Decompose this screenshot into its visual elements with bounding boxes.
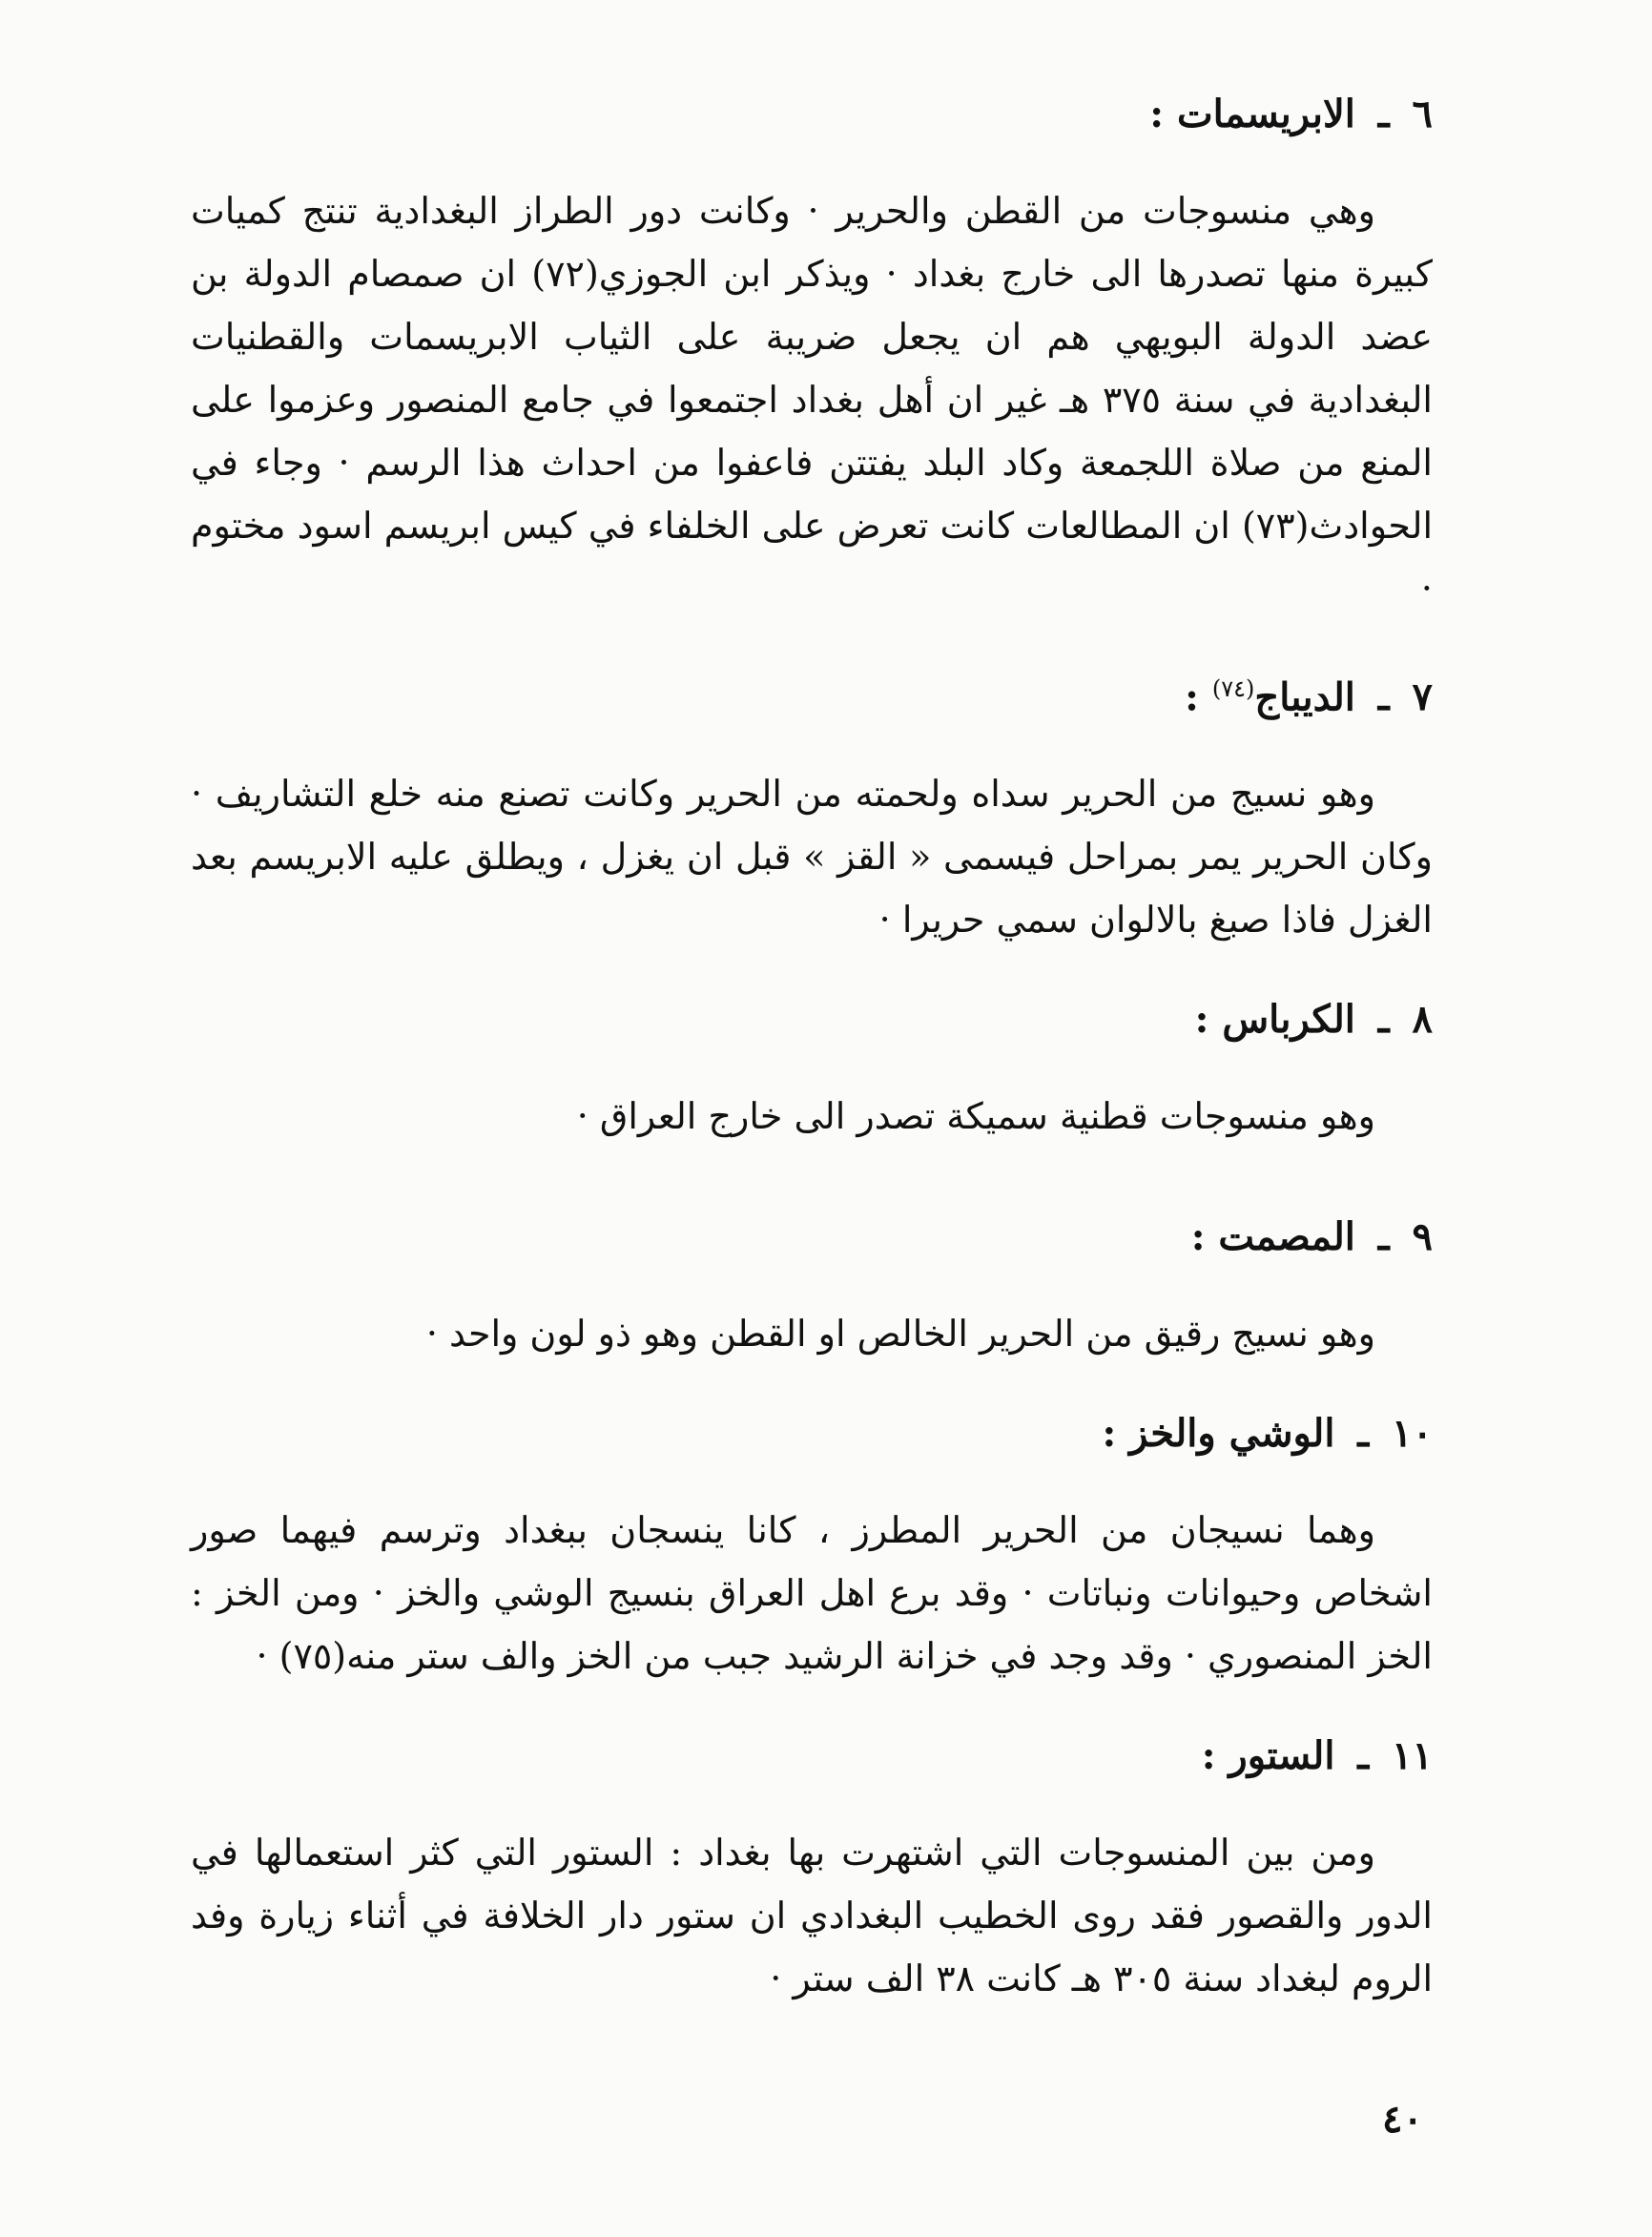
- section-title: الوشي والخز: [1129, 1411, 1335, 1457]
- section-paragraph: وهي منسوجات من القطن والحرير · وكانت دور الطراز البغدادية تنتج كميات كبيرة منها تصدرها الى خارج بغداد · ويذكر ابن الجوزي(٧٢) ان صمصام الدولة بن عضد الدولة البويهي هم ان يجعل ضريبة على الثياب الابريسمات والقطنيات البغدادية في سنة ٣٧٥ هـ غير ان أهل بغداد اجتمعوا في جامع المنصور وعزموا على المنع من صلاة اللجمعة وكاد البلد يفتتن فاعفوا من احداث هذا الرسم · وجاء في الحوادث(٧٣) ان المطالعات كانت تعرض على الخلفاء في كيس ابريسم اسود مختوم ·: [191, 190, 1433, 610]
- section-heading: [191, 662, 1433, 724]
- colon: :: [1190, 1214, 1206, 1260]
- section-paragraph: وهو نسيج رقيق من الحرير الخالص او القطن وهو ذو لون واحد ·: [425, 1313, 1375, 1356]
- separator: ـ: [1357, 1733, 1370, 1779]
- colon: :: [1194, 997, 1209, 1043]
- section-paragraph: وهو نسيج من الحرير سداه ولحمته من الحرير وكانت تصنع منه خلع التشاريف · وكان الحرير يمر بمراحل فيسمى « القز » قبل ان يغزل ، ويطلق عليه الابريسم بعد الغزل فاذا صبغ بالالوان سمي حريرا ·: [191, 773, 1433, 942]
- separator: ـ: [1377, 997, 1390, 1043]
- section-title: الديباج: [1254, 674, 1355, 720]
- footnote-ref: (٧٤): [1211, 675, 1255, 702]
- section-8: [191, 993, 1433, 1148]
- separator: ـ: [1377, 92, 1390, 136]
- section-9: [191, 1211, 1433, 1365]
- section-7: [191, 662, 1433, 951]
- page-number: ٤٠: [1382, 2097, 1423, 2142]
- section-title: المصمت: [1218, 1214, 1355, 1260]
- section-heading: [191, 1730, 1433, 1783]
- section-heading: [191, 88, 1433, 141]
- separator: ـ: [1377, 1214, 1390, 1260]
- section-heading: [191, 1407, 1433, 1460]
- section-number: ١١: [1392, 1733, 1433, 1779]
- section-title: الابريسمات: [1177, 92, 1355, 136]
- section-number: ٨: [1412, 997, 1433, 1043]
- separator: ـ: [1357, 1411, 1370, 1457]
- colon: :: [1149, 92, 1165, 136]
- section-number: ٧: [1412, 674, 1433, 720]
- section-number: ١٠: [1392, 1411, 1433, 1457]
- colon: :: [1185, 674, 1199, 720]
- section-paragraph: وهو منسوجات قطنية سميكة تصدر الى خارج العراق ·: [576, 1095, 1375, 1138]
- section-paragraph: وهما نسيجان من الحرير المطرز ، كانا ينسجان ببغداد وترسم فيهما صور اشخاص وحيوانات ونباتات · وقد برع اهل العراق بنسيج الوشي والخز · ومن الخز : الخز المنصوري · وقد وجد في خزانة الرشيد جبب من الخز والف ستر منه(٧٥) ·: [191, 1509, 1433, 1678]
- separator: ـ: [1377, 674, 1390, 720]
- section-10: [191, 1407, 1433, 1688]
- section-paragraph: ومن بين المنسوجات التي اشتهرت بها بغداد : الستور التي كثر استعمالها في الدور والقصور فقد روى الخطيب البغدادي ان ستور دار الخلافة في أثناء زيارة وفد الروم لبغداد سنة ٣٠٥ هـ كانت ٣٨ الف ستر ·: [191, 1832, 1433, 2000]
- colon: :: [1201, 1733, 1216, 1779]
- section-title: الستور: [1229, 1733, 1335, 1779]
- section-number: ٩: [1412, 1214, 1433, 1260]
- section-title: الكرباس: [1222, 997, 1355, 1043]
- section-heading: [191, 1211, 1433, 1264]
- colon: :: [1102, 1411, 1117, 1457]
- section-heading: [191, 993, 1433, 1046]
- section-number: ٦: [1412, 92, 1433, 136]
- section-11: [191, 1730, 1433, 2010]
- section-6: [191, 88, 1433, 620]
